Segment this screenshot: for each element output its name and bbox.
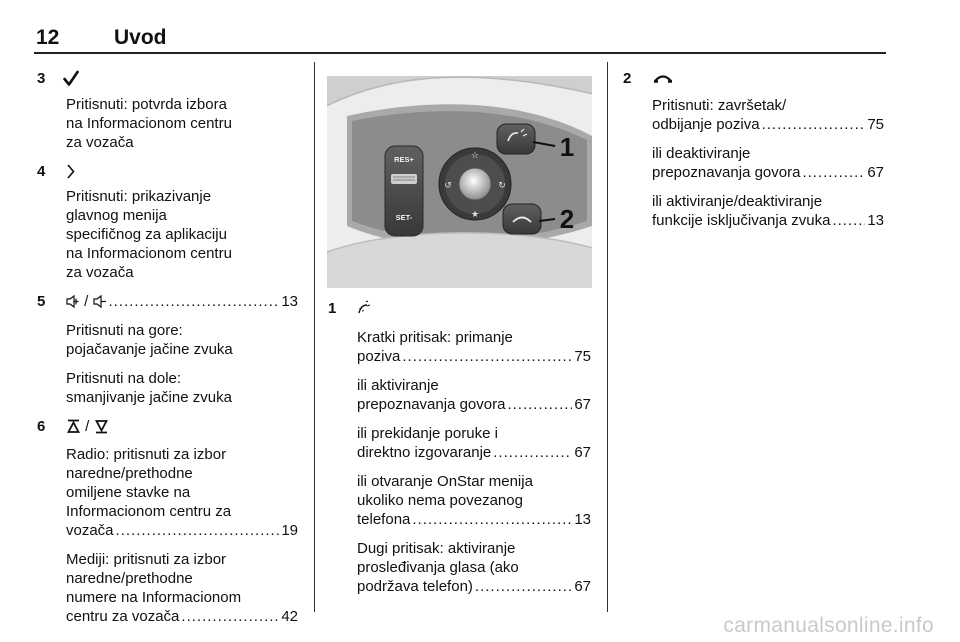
svg-text:↺: ↺ — [444, 181, 452, 191]
volume-up-icon — [66, 292, 80, 311]
chevron-right-icon — [66, 162, 78, 181]
text-line: smanjivanje jačine zvuka — [66, 389, 232, 406]
text-line: naredne/prethodne — [66, 570, 193, 587]
text-line: prepoznavanja govora — [357, 396, 506, 413]
page-reference: 13 — [574, 511, 591, 528]
text-line: specifičnog za aplikaciju — [66, 226, 227, 243]
res-label: RES+ — [394, 155, 414, 164]
checkmark-icon — [63, 69, 79, 88]
page-reference: 13 — [281, 293, 298, 310]
text-line: telefona — [357, 511, 411, 528]
page-header — [36, 26, 886, 54]
text-line: Dugi pritisak: aktiviranje — [357, 540, 516, 557]
volume-down-icon — [93, 292, 107, 311]
text-line: Mediji: pritisnuti za izbor — [66, 551, 227, 568]
phone-voice-icon — [357, 299, 371, 318]
text-line: glavnog menija — [66, 207, 167, 224]
svg-text:★: ★ — [470, 210, 480, 220]
favorite-up-icon — [66, 417, 81, 436]
end-call-button — [503, 204, 541, 234]
text-line: ukoliko nema povezanog — [357, 492, 523, 509]
column-middle — [328, 299, 591, 606]
favorite-down-icon — [94, 417, 109, 436]
text-line: omiljene stavke na — [66, 484, 191, 501]
list-item-2 — [623, 69, 884, 230]
page-reference: 75 — [867, 116, 884, 133]
column-divider — [607, 62, 608, 612]
text-line: ili aktiviranje/deaktiviranje — [652, 193, 823, 210]
item-number: 3 — [37, 70, 46, 87]
text-line: Kratki pritisak: primanje — [357, 329, 513, 346]
list-item-4 — [37, 162, 298, 282]
item-number: 6 — [37, 418, 46, 435]
item-number: 1 — [328, 300, 337, 317]
text-line: prosleđivanja glasa (ako — [357, 559, 519, 576]
page-reference: 13 — [867, 212, 884, 229]
text-line: na Informacionom centru — [66, 245, 232, 262]
text-line: odbijanje poziva — [652, 116, 760, 133]
item-number: 4 — [37, 163, 46, 180]
text-line: ili otvaranje OnStar menija — [357, 473, 533, 490]
text-line: Pritisnuti: prikazivanje — [66, 188, 212, 205]
callout-2: 2 — [559, 204, 575, 234]
page-reference: 75 — [574, 348, 591, 365]
list-item-3 — [37, 69, 298, 152]
text-line: ili aktiviranje — [357, 377, 439, 394]
watermark: carmanualsonline.info — [723, 614, 934, 637]
column-right — [623, 69, 884, 240]
text-line: funkcije isključivanja zvuka — [652, 212, 831, 229]
call-button — [497, 124, 535, 154]
text-line: ili prekidanje poruke i — [357, 425, 498, 442]
text-line: Pritisnuti na dole: — [66, 370, 182, 387]
page-reference: 67 — [574, 578, 591, 595]
text-line: pojačavanje jačine zvuka — [66, 341, 233, 358]
text-line: Pritisnuti: potvrda izbora — [66, 96, 227, 113]
list-item-1 — [328, 299, 591, 596]
svg-text:☆: ☆ — [470, 151, 480, 161]
text-line: Pritisnuti: završetak/ — [652, 97, 787, 114]
list-item-6 — [37, 417, 298, 626]
text-line: za vozača — [66, 264, 134, 281]
callout-1: 1 — [559, 132, 575, 162]
text-line: Informacionom centru za — [66, 503, 232, 520]
section-title: Uvod — [114, 26, 167, 49]
set-label: SET- — [395, 213, 413, 222]
page-reference: 67 — [574, 396, 591, 413]
column-left — [37, 69, 298, 636]
steering-wheel-illustration — [327, 76, 592, 288]
text-line: ili deaktiviranje — [652, 145, 751, 162]
separator: / — [85, 418, 90, 435]
page-reference: 67 — [867, 164, 884, 181]
hang-up-icon — [652, 69, 674, 88]
separator: / — [84, 293, 89, 310]
text-line: poziva — [357, 348, 401, 365]
text-line: za vozača — [66, 134, 134, 151]
text-line: direktno izgovaranje — [357, 444, 492, 461]
text-line: na Informacionom centru — [66, 115, 232, 132]
header-rule — [34, 52, 886, 54]
text-line: vozača — [66, 522, 114, 539]
page-reference: 19 — [281, 522, 298, 539]
page-reference: 67 — [574, 444, 591, 461]
text-line: numere na Informacionom — [66, 589, 242, 606]
text-line: naredne/prethodne — [66, 465, 193, 482]
page-reference: 42 — [281, 608, 298, 625]
text-line: Pritisnuti na gore: — [66, 322, 183, 339]
text-line: podržava telefon) — [357, 578, 473, 595]
svg-text:↻: ↻ — [498, 181, 506, 191]
text-line: prepoznavanja govora — [652, 164, 801, 181]
item-number: 5 — [37, 293, 46, 310]
page-number: 12 — [36, 26, 60, 49]
text-line: Radio: pritisnuti za izbor — [66, 446, 227, 463]
item-number: 2 — [623, 70, 632, 87]
text-line: centru za vozača — [66, 608, 180, 625]
column-divider — [314, 62, 315, 612]
list-item-5 — [37, 292, 298, 407]
